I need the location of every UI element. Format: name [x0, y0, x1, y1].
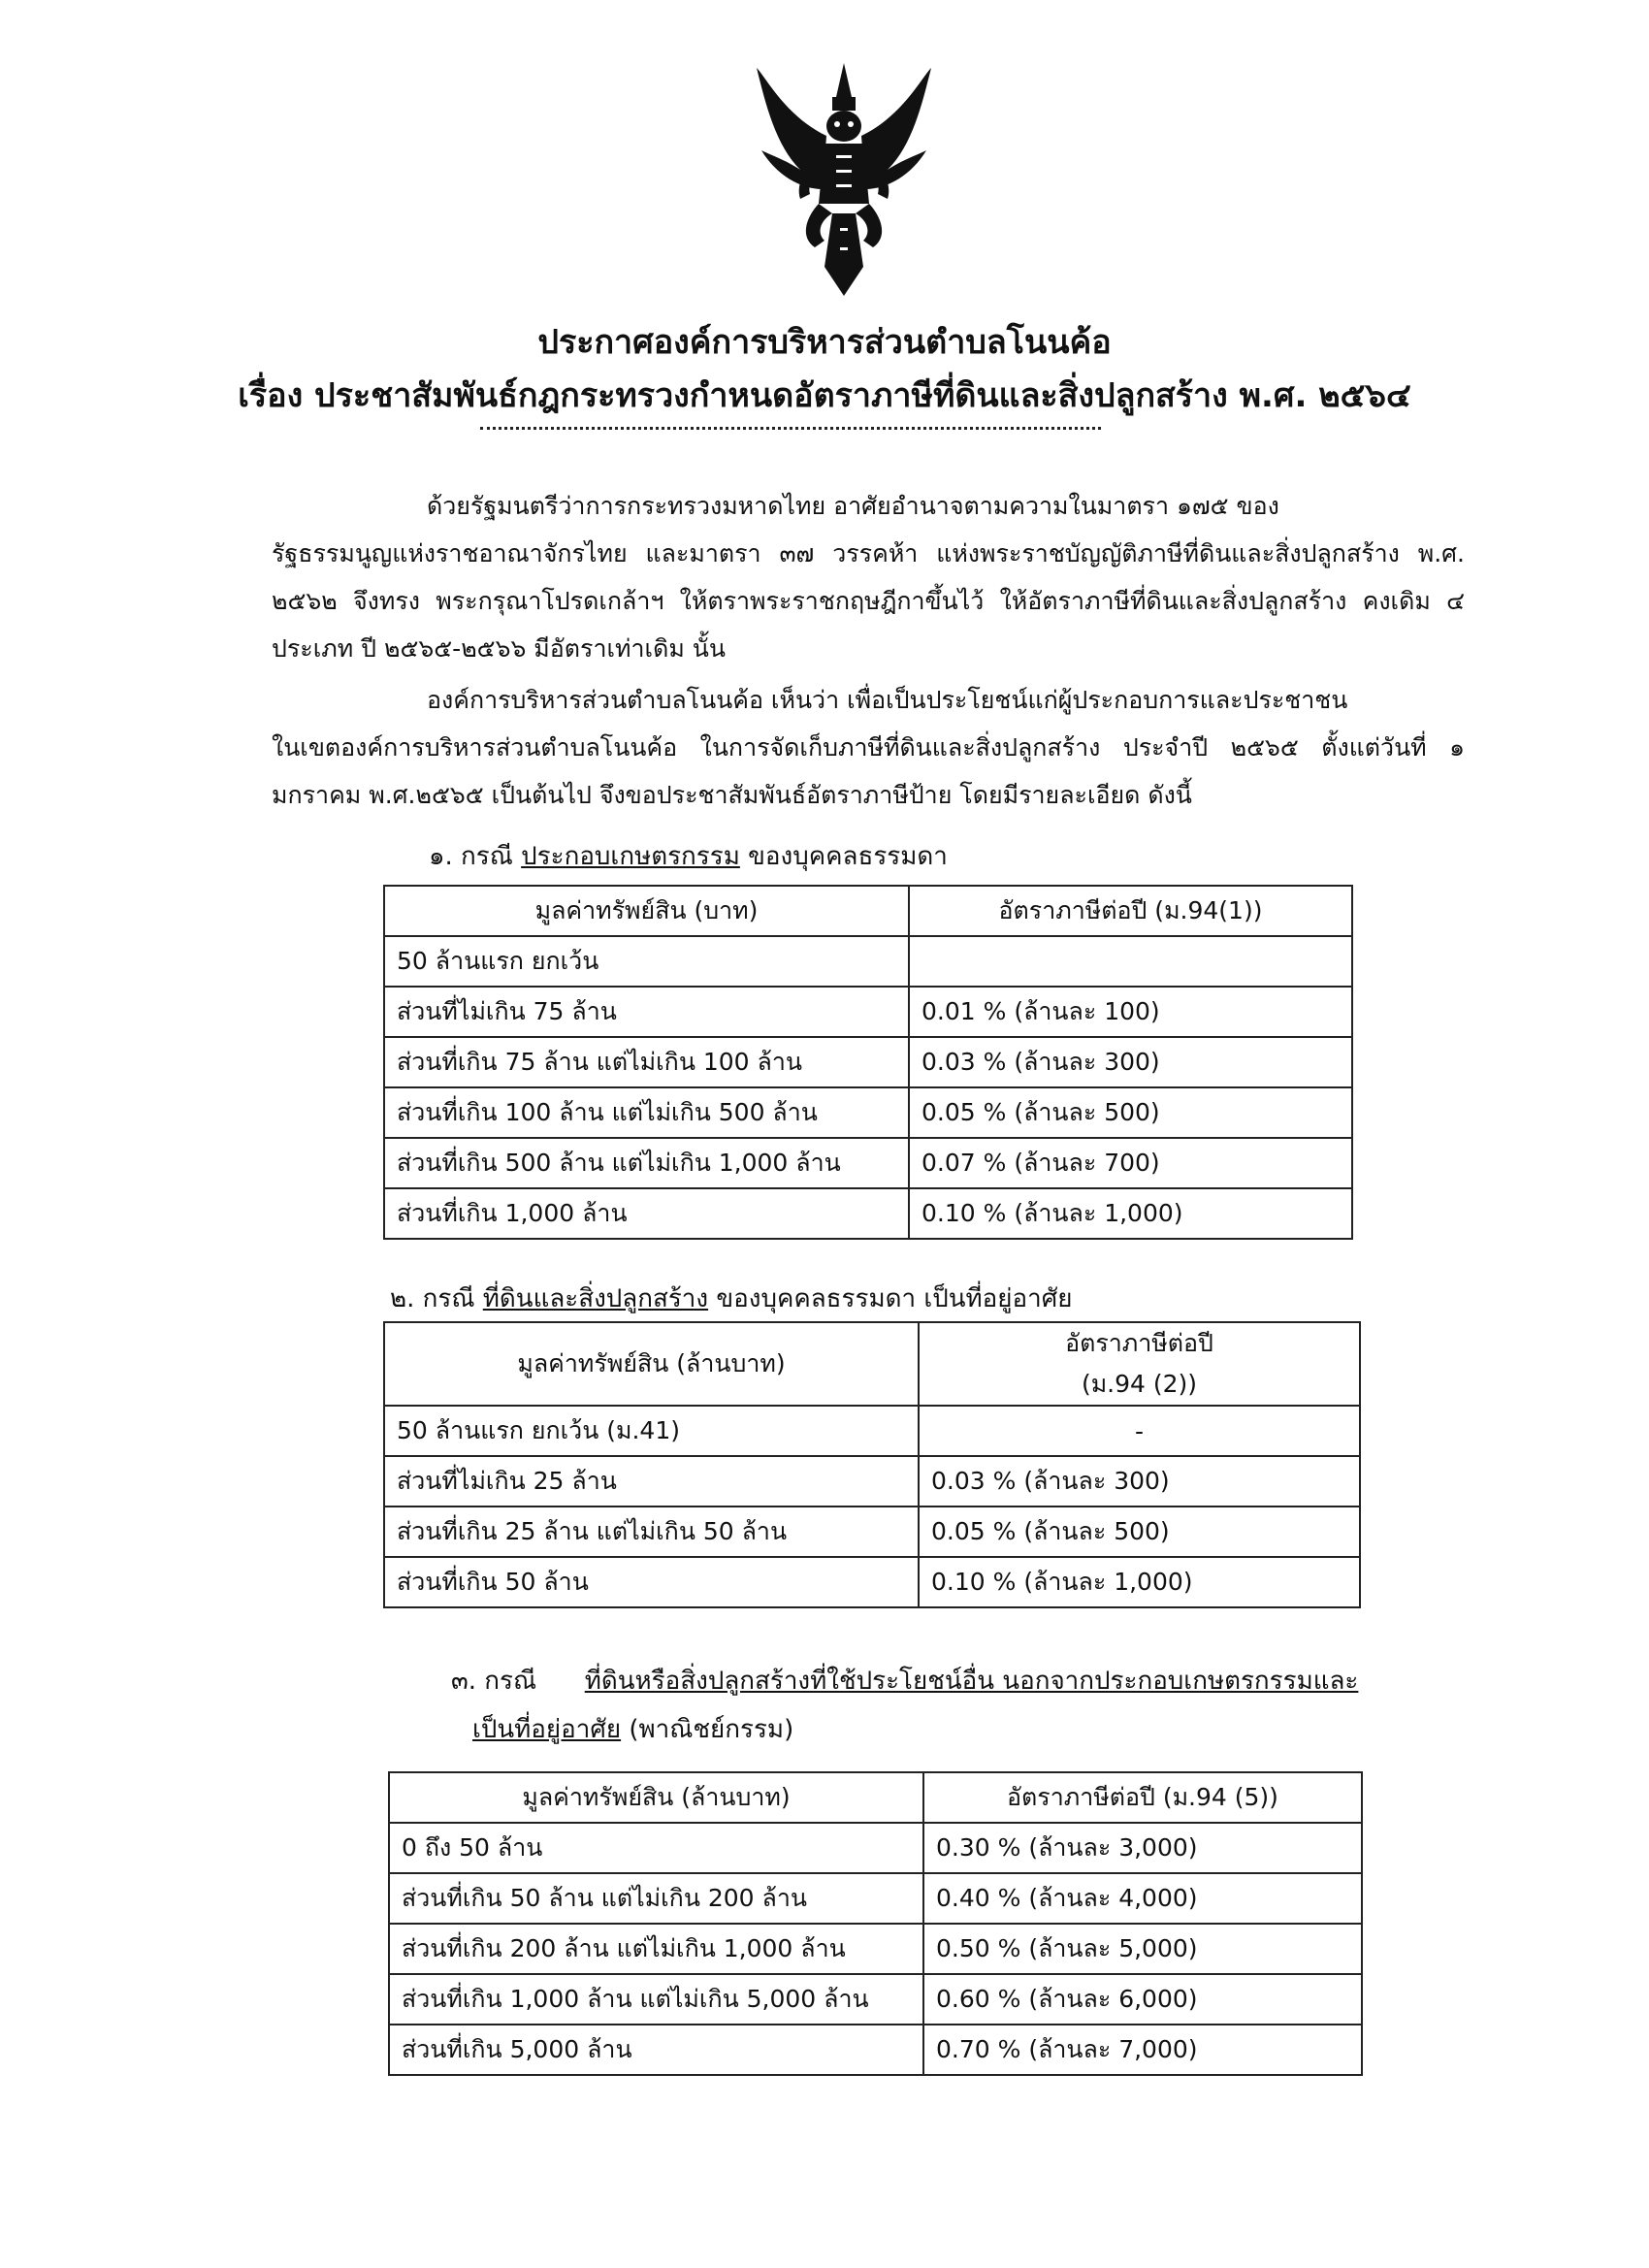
paragraph-body: รัฐธรรมนูญแห่งราชอาณาจักรไทย และมาตรา ๓๗ วรรคห้า แห่งพระราชบัญญัติภาษีที่ดินและสิ่งปลูกสร้าง พ.ศ. ๒๕๖๒ จึงทรง พระกรุณาโปรดเกล้าฯ ให้ตราพระราชกฤษฎีกาขึ้นไว้ ให้อัตราภาษีที่ดินและสิ่งปลูกสร้าง คงเดิม ๔ ประเภท ปี ๒๕๖๕-๒๕๖๖ มีอัตราเท่าเดิม นั้น	[272, 539, 1465, 663]
cell-value: ส่วนที่เกิน 1,000 ล้าน แต่ไม่เกิน 5,000 ล้าน	[389, 1974, 923, 2025]
cell-value: ส่วนที่เกิน 5,000 ล้าน	[389, 2025, 923, 2075]
table-header-row	[384, 886, 1352, 936]
garuda-emblem-icon	[747, 58, 941, 301]
cell-value: ส่วนที่เกิน 50 ล้าน แต่ไม่เกิน 200 ล้าน	[389, 1873, 923, 1924]
cell-rate	[909, 936, 1352, 987]
cell-value: ส่วนที่เกิน 25 ล้าน แต่ไม่เกิน 50 ล้าน	[384, 1507, 919, 1557]
header-rate: อัตราภาษีต่อปี (ม.94(1))	[909, 886, 1352, 936]
case-3-heading	[451, 1661, 1358, 1701]
table-row	[384, 1087, 1352, 1138]
cell-rate: 0.01 % (ล้านละ 100)	[909, 987, 1352, 1037]
cell-value: ส่วนที่เกิน 50 ล้าน	[384, 1557, 919, 1607]
case-1-rate-table	[383, 885, 1353, 1240]
case-3-rate-table	[388, 1771, 1363, 2076]
case-2-heading	[390, 1279, 1072, 1318]
header-rate-line-2: (ม.94 (2))	[1081, 1370, 1198, 1398]
case-1-type: ประกอบเกษตรกรรม	[521, 842, 740, 871]
cell-value: ส่วนที่ไม่เกิน 75 ล้าน	[384, 987, 909, 1037]
cell-rate: 0.03 % (ล้านละ 300)	[909, 1037, 1352, 1087]
cell-value: 0 ถึง 50 ล้าน	[389, 1823, 923, 1873]
cell-rate: 0.30 % (ล้านละ 3,000)	[923, 1823, 1362, 1873]
case-1-prefix: ๑. กรณี	[429, 842, 513, 871]
document-title: ประกาศองค์การบริหารส่วนตำบลโนนค้อ	[537, 323, 1112, 362]
cell-value: ส่วนที่เกิน 100 ล้าน แต่ไม่เกิน 500 ล้าน	[384, 1087, 909, 1138]
cell-rate: 0.70 % (ล้านละ 7,000)	[923, 2025, 1362, 2075]
cell-value: ส่วนที่เกิน 75 ล้าน แต่ไม่เกิน 100 ล้าน	[384, 1037, 909, 1087]
cell-rate: -	[919, 1406, 1360, 1456]
cell-rate: 0.05 % (ล้านละ 500)	[909, 1087, 1352, 1138]
paragraph-details	[272, 676, 1465, 819]
cell-value: 50 ล้านแรก ยกเว้น (ม.41)	[384, 1406, 919, 1456]
case-1-suffix: ของบุคคลธรรมดา	[748, 842, 948, 871]
case-3-prefix: ๓. กรณี	[451, 1667, 537, 1696]
table-row	[384, 1456, 1360, 1507]
paragraph-announcement	[272, 482, 1465, 672]
cell-rate: 0.50 % (ล้านละ 5,000)	[923, 1924, 1362, 1974]
table-row	[384, 1138, 1352, 1188]
cell-rate: 0.10 % (ล้านละ 1,000)	[909, 1188, 1352, 1239]
case-1-heading	[429, 836, 948, 876]
table-row	[389, 2025, 1362, 2075]
case-3-heading-continued	[472, 1709, 793, 1749]
case-3-type: ที่ดินหรือสิ่งปลูกสร้างที่ใช้ประโยชน์อื่น นอกจากประกอบเกษตรกรรมและ	[584, 1667, 1359, 1696]
paragraph-body: ในเขตองค์การบริหารส่วนตำบลโนนค้อ ในการจัดเก็บภาษีที่ดินและสิ่งปลูกสร้าง ประจำปี ๒๕๖๕ ตั้งแต่วันที่ ๑ มกราคม พ.ศ.๒๕๖๕ เป็นต้นไป จึงขอประชาสัมพันธ์อัตราภาษีป้าย โดยมีรายละเอียด ดังนี้	[272, 733, 1465, 809]
table-row	[389, 1974, 1362, 2025]
cell-rate: 0.03 % (ล้านละ 300)	[919, 1456, 1360, 1507]
cell-value: 50 ล้านแรก ยกเว้น	[384, 936, 909, 987]
dotted-divider	[480, 427, 1101, 430]
case-2-prefix: ๒. กรณี	[390, 1284, 475, 1313]
cell-value: ส่วนที่เกิน 1,000 ล้าน	[384, 1188, 909, 1239]
header-value: มูลค่าทรัพย์สิน (บาท)	[384, 886, 909, 936]
table-header-row	[389, 1772, 1362, 1823]
paragraph-first-line: ด้วยรัฐมนตรีว่าการกระทรวงมหาดไทย อาศัยอำนาจตามความในมาตรา ๑๗๕ ของ	[427, 492, 1279, 520]
table-row	[384, 1507, 1360, 1557]
table-row	[384, 1037, 1352, 1087]
table-row	[389, 1873, 1362, 1924]
header-value: มูลค่าทรัพย์สิน (ล้านบาท)	[384, 1322, 919, 1406]
table-row	[389, 1823, 1362, 1873]
cell-rate: 0.05 % (ล้านละ 500)	[919, 1507, 1360, 1557]
table-row	[384, 1406, 1360, 1456]
header-rate: อัตราภาษีต่อปี (ม.94 (5))	[923, 1772, 1362, 1823]
case-2-suffix: ของบุคคลธรรมดา เป็นที่อยู่อาศัย	[716, 1284, 1073, 1313]
cell-rate: 0.60 % (ล้านละ 6,000)	[923, 1974, 1362, 2025]
table-row	[384, 936, 1352, 987]
cell-value: ส่วนที่เกิน 500 ล้าน แต่ไม่เกิน 1,000 ล้าน	[384, 1138, 909, 1188]
table-header-row	[384, 1322, 1360, 1406]
case-3-suffix: (พาณิชย์กรรม)	[629, 1715, 794, 1744]
cell-rate: 0.40 % (ล้านละ 4,000)	[923, 1873, 1362, 1924]
document-subject: เรื่อง ประชาสัมพันธ์กฎกระทรวงกำหนดอัตราภาษีที่ดินและสิ่งปลูกสร้าง พ.ศ. ๒๕๖๔	[238, 376, 1411, 415]
table-row	[384, 1557, 1360, 1607]
cell-rate: 0.10 % (ล้านละ 1,000)	[919, 1557, 1360, 1607]
cell-value: ส่วนที่เกิน 200 ล้าน แต่ไม่เกิน 1,000 ล้าน	[389, 1924, 923, 1974]
table-row	[384, 1188, 1352, 1239]
cell-value: ส่วนที่ไม่เกิน 25 ล้าน	[384, 1456, 919, 1507]
case-2-rate-table	[383, 1321, 1361, 1608]
case-3-type-continued: เป็นที่อยู่อาศัย	[472, 1715, 622, 1744]
table-row	[389, 1924, 1362, 1974]
cell-rate: 0.07 % (ล้านละ 700)	[909, 1138, 1352, 1188]
paragraph-first-line: องค์การบริหารส่วนตำบลโนนค้อ เห็นว่า เพื่อเป็นประโยชน์แก่ผู้ประกอบการและประชาชน	[427, 686, 1348, 714]
table-row	[384, 987, 1352, 1037]
header-rate	[919, 1322, 1360, 1406]
header-value: มูลค่าทรัพย์สิน (ล้านบาท)	[389, 1772, 923, 1823]
case-2-type: ที่ดินและสิ่งปลูกสร้าง	[482, 1284, 709, 1313]
header-rate-line-1: อัตราภาษีต่อปี	[1065, 1329, 1213, 1357]
